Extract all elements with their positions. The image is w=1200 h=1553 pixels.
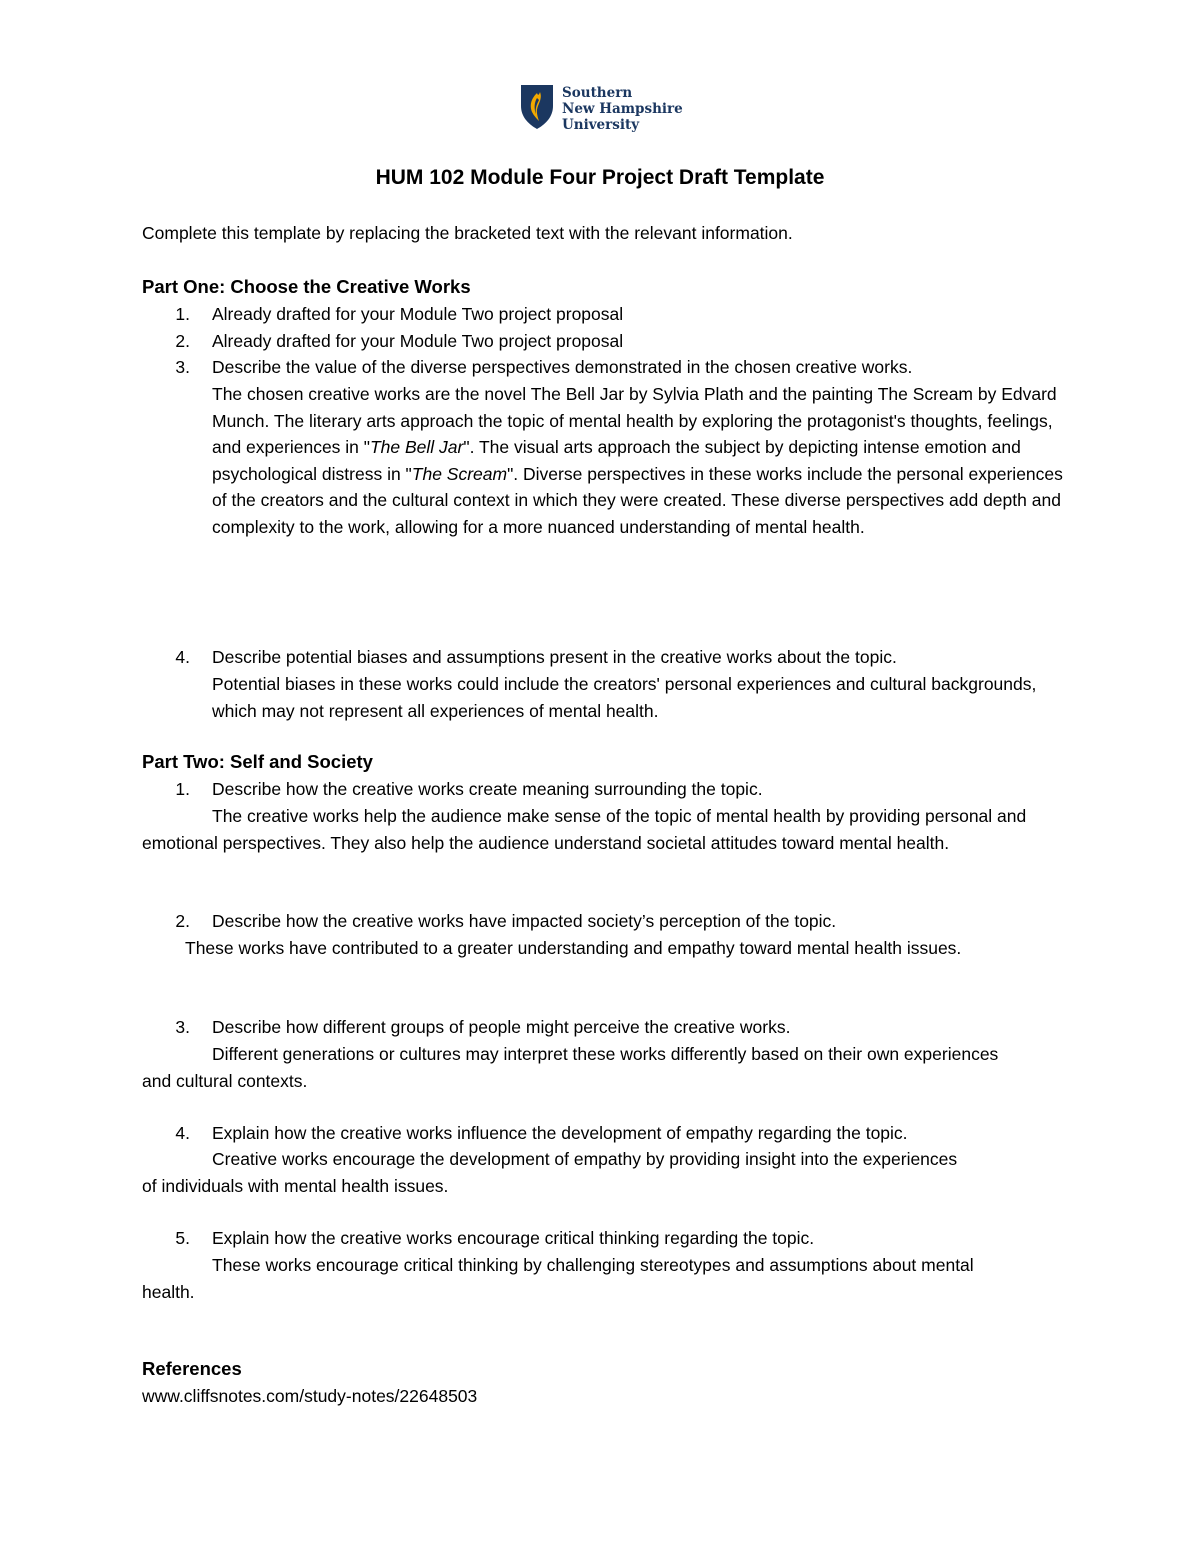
list-item-prompt: Describe how the creative works have impacted society’s perception of the topic. xyxy=(212,911,837,931)
answer-text: ". Diverse perspectives in these works include the personal experiences of the creators and the cultural context in which they were created. These diverse perspectives add depth and complexity to the work, allowing for a more nuanced understanding of mental health. xyxy=(212,463,1063,537)
instructions-text: Complete this template by replacing the bracketed text with the relevant information. xyxy=(142,223,793,243)
list-number: 4. xyxy=(175,647,190,667)
answer-paragraph: Different generations or cultures may interpret these works differently based on their own experiences and cultural contexts. xyxy=(142,1044,999,1091)
list-number: 4. xyxy=(175,1123,190,1143)
list-item-prompt: Describe how different groups of people might perceive the creative works. xyxy=(212,1017,791,1037)
work-title: The Scream xyxy=(411,463,508,484)
list-item-prompt: Explain how the creative works encourage critical thinking regarding the topic. xyxy=(212,1228,815,1248)
answer-text: The chosen creative works are the novel The Bell Jar by Sylvia Plath and the painting The Scream by Edvard Munch. The literary arts approach the topic of mental health by exploring the protagonist's thoughts, feelings, and experiences in " xyxy=(212,384,1057,457)
part-two-heading: Part Two: Self and Society xyxy=(142,751,373,772)
list-number: 5. xyxy=(175,1228,190,1248)
answer-paragraph: Potential biases in these works could include the creators' personal experiences and cultural backgrounds, which may not represent all experiences of mental health. xyxy=(212,674,1037,721)
part-one-heading: Part One: Choose the Creative Works xyxy=(142,276,471,297)
list-item: Already drafted for your Module Two project proposal xyxy=(212,331,624,351)
reference-link[interactable]: www.cliffsnotes.com/study-notes/22648503 xyxy=(142,1386,478,1406)
logo-wordmark xyxy=(562,85,683,133)
list-item-prompt: Explain how the creative works influence the development of empathy regarding the topic. xyxy=(212,1123,908,1143)
answer-paragraph: These works encourage critical thinking by challenging stereotypes and assumptions about mental health. xyxy=(142,1255,974,1302)
list-number: 2. xyxy=(175,331,190,351)
list-item-prompt: Describe how the creative works create meaning surrounding the topic. xyxy=(212,779,763,799)
list-number: 3. xyxy=(175,357,190,377)
list-number: 1. xyxy=(175,779,190,799)
page-title: HUM 102 Module Four Project Draft Template xyxy=(375,166,825,189)
list-number: 1. xyxy=(175,304,190,324)
list-item-prompt: Describe the value of the diverse perspectives demonstrated in the chosen creative works. xyxy=(212,357,913,377)
work-title: The Bell Jar xyxy=(369,437,464,457)
answer-paragraph: Creative works encourage the development of empathy by providing insight into the experiences of individuals with mental health issues. xyxy=(142,1149,958,1196)
references-heading: References xyxy=(142,1358,242,1379)
list-item-prompt: Describe potential biases and assumptions present in the creative works about the topic. xyxy=(212,647,897,667)
logo-line-2: New Hampshire xyxy=(562,101,683,117)
list-item: Already drafted for your Module Two project proposal xyxy=(212,304,624,324)
logo-line-1: Southern xyxy=(562,85,633,101)
logo-line-3: University xyxy=(562,117,640,133)
list-number: 2. xyxy=(175,911,190,931)
answer-text: ". The visual arts approach the subject by depicting intense emotion and psychological distress in " xyxy=(212,437,1021,484)
answer-paragraph xyxy=(212,381,1067,540)
answer-paragraph: The creative works help the audience make sense of the topic of mental health by providing personal and emotional perspectives. They also help the audience understand societal attitudes toward mental health. xyxy=(142,806,1027,853)
university-shield-icon xyxy=(520,84,554,130)
university-logo xyxy=(520,84,683,133)
list-number: 3. xyxy=(175,1017,190,1037)
answer-paragraph: These works have contributed to a greater understanding and empathy toward mental health issues. xyxy=(185,938,962,958)
